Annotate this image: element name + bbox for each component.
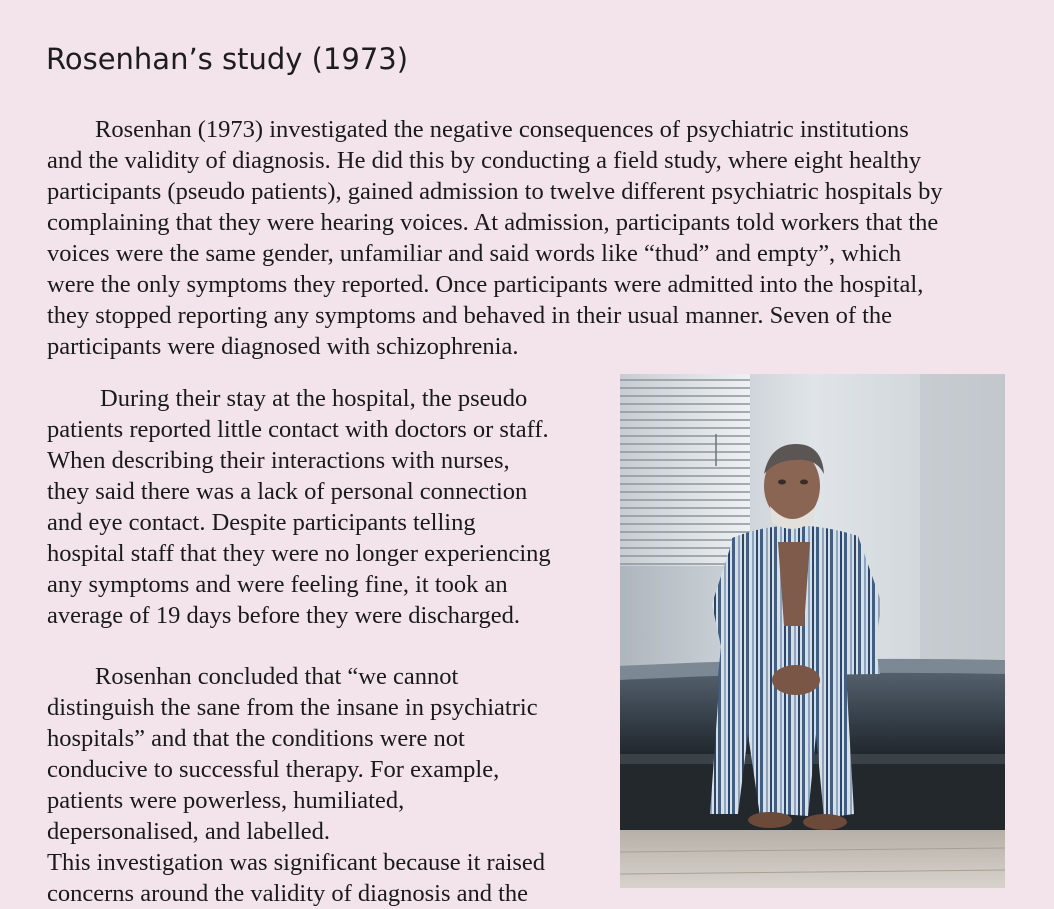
paragraph-conclusion (47, 661, 545, 909)
paragraph-line: Rosenhan (1973) investigated the negative consequences of psychiatric institutions (95, 116, 909, 143)
paragraph-line: When describing their interactions with nurses, (47, 447, 510, 474)
paragraph-line: distinguish the sane from the insane in psychiatric (47, 694, 538, 721)
paragraph-line: depersonalised, and labelled. (47, 818, 331, 845)
paragraph-line: hospitals” and that the conditions were not (47, 725, 465, 752)
paragraph-line: hospital staff that they were no longer experiencing (47, 540, 551, 567)
paragraph-line: Rosenhan concluded that “we cannot (95, 663, 459, 690)
paragraph-line: participants were diagnosed with schizophrenia. (47, 333, 519, 360)
paragraph-line: average of 19 days before they were discharged. (47, 602, 521, 629)
paragraph-hospital-stay (47, 383, 551, 631)
paragraph-line: participants (pseudo patients), gained admission to twelve different psychiatric hospitals by (47, 178, 943, 205)
paragraph-line: concerns around the validity of diagnosis and the (47, 880, 529, 907)
paragraph-line: voices were the same gender, unfamiliar and said words like “thud” and empty”, which (47, 240, 902, 267)
paragraph-line: and eye contact. Despite participants telling (47, 509, 476, 536)
paragraph-line: were the only symptoms they reported. Once participants were admitted into the hospital, (47, 271, 924, 298)
patient-photo (620, 374, 1005, 888)
paragraph-line: they stopped reporting any symptoms and behaved in their usual manner. Seven of the (47, 302, 893, 329)
page-title: Rosenhan’s study (1973) (46, 42, 409, 76)
paragraph-line: This investigation was significant because it raised (47, 849, 546, 876)
paragraph-line: any symptoms and were feeling fine, it took an (47, 571, 508, 598)
paragraph-line: they said there was a lack of personal connection (47, 478, 528, 505)
paragraph-line: and the validity of diagnosis. He did this by conducting a field study, where eight healthy (47, 147, 922, 174)
paragraph-line: patients reported little contact with doctors or staff. (47, 416, 549, 443)
paragraph-line: patients were powerless, humiliated, (47, 787, 405, 814)
paragraph-intro (47, 114, 943, 362)
paragraph-line: During their stay at the hospital, the pseudo (100, 385, 528, 412)
paragraph-line: complaining that they were hearing voices. At admission, participants told workers that the (47, 209, 939, 236)
paragraph-line: conducive to successful therapy. For example, (47, 756, 500, 783)
